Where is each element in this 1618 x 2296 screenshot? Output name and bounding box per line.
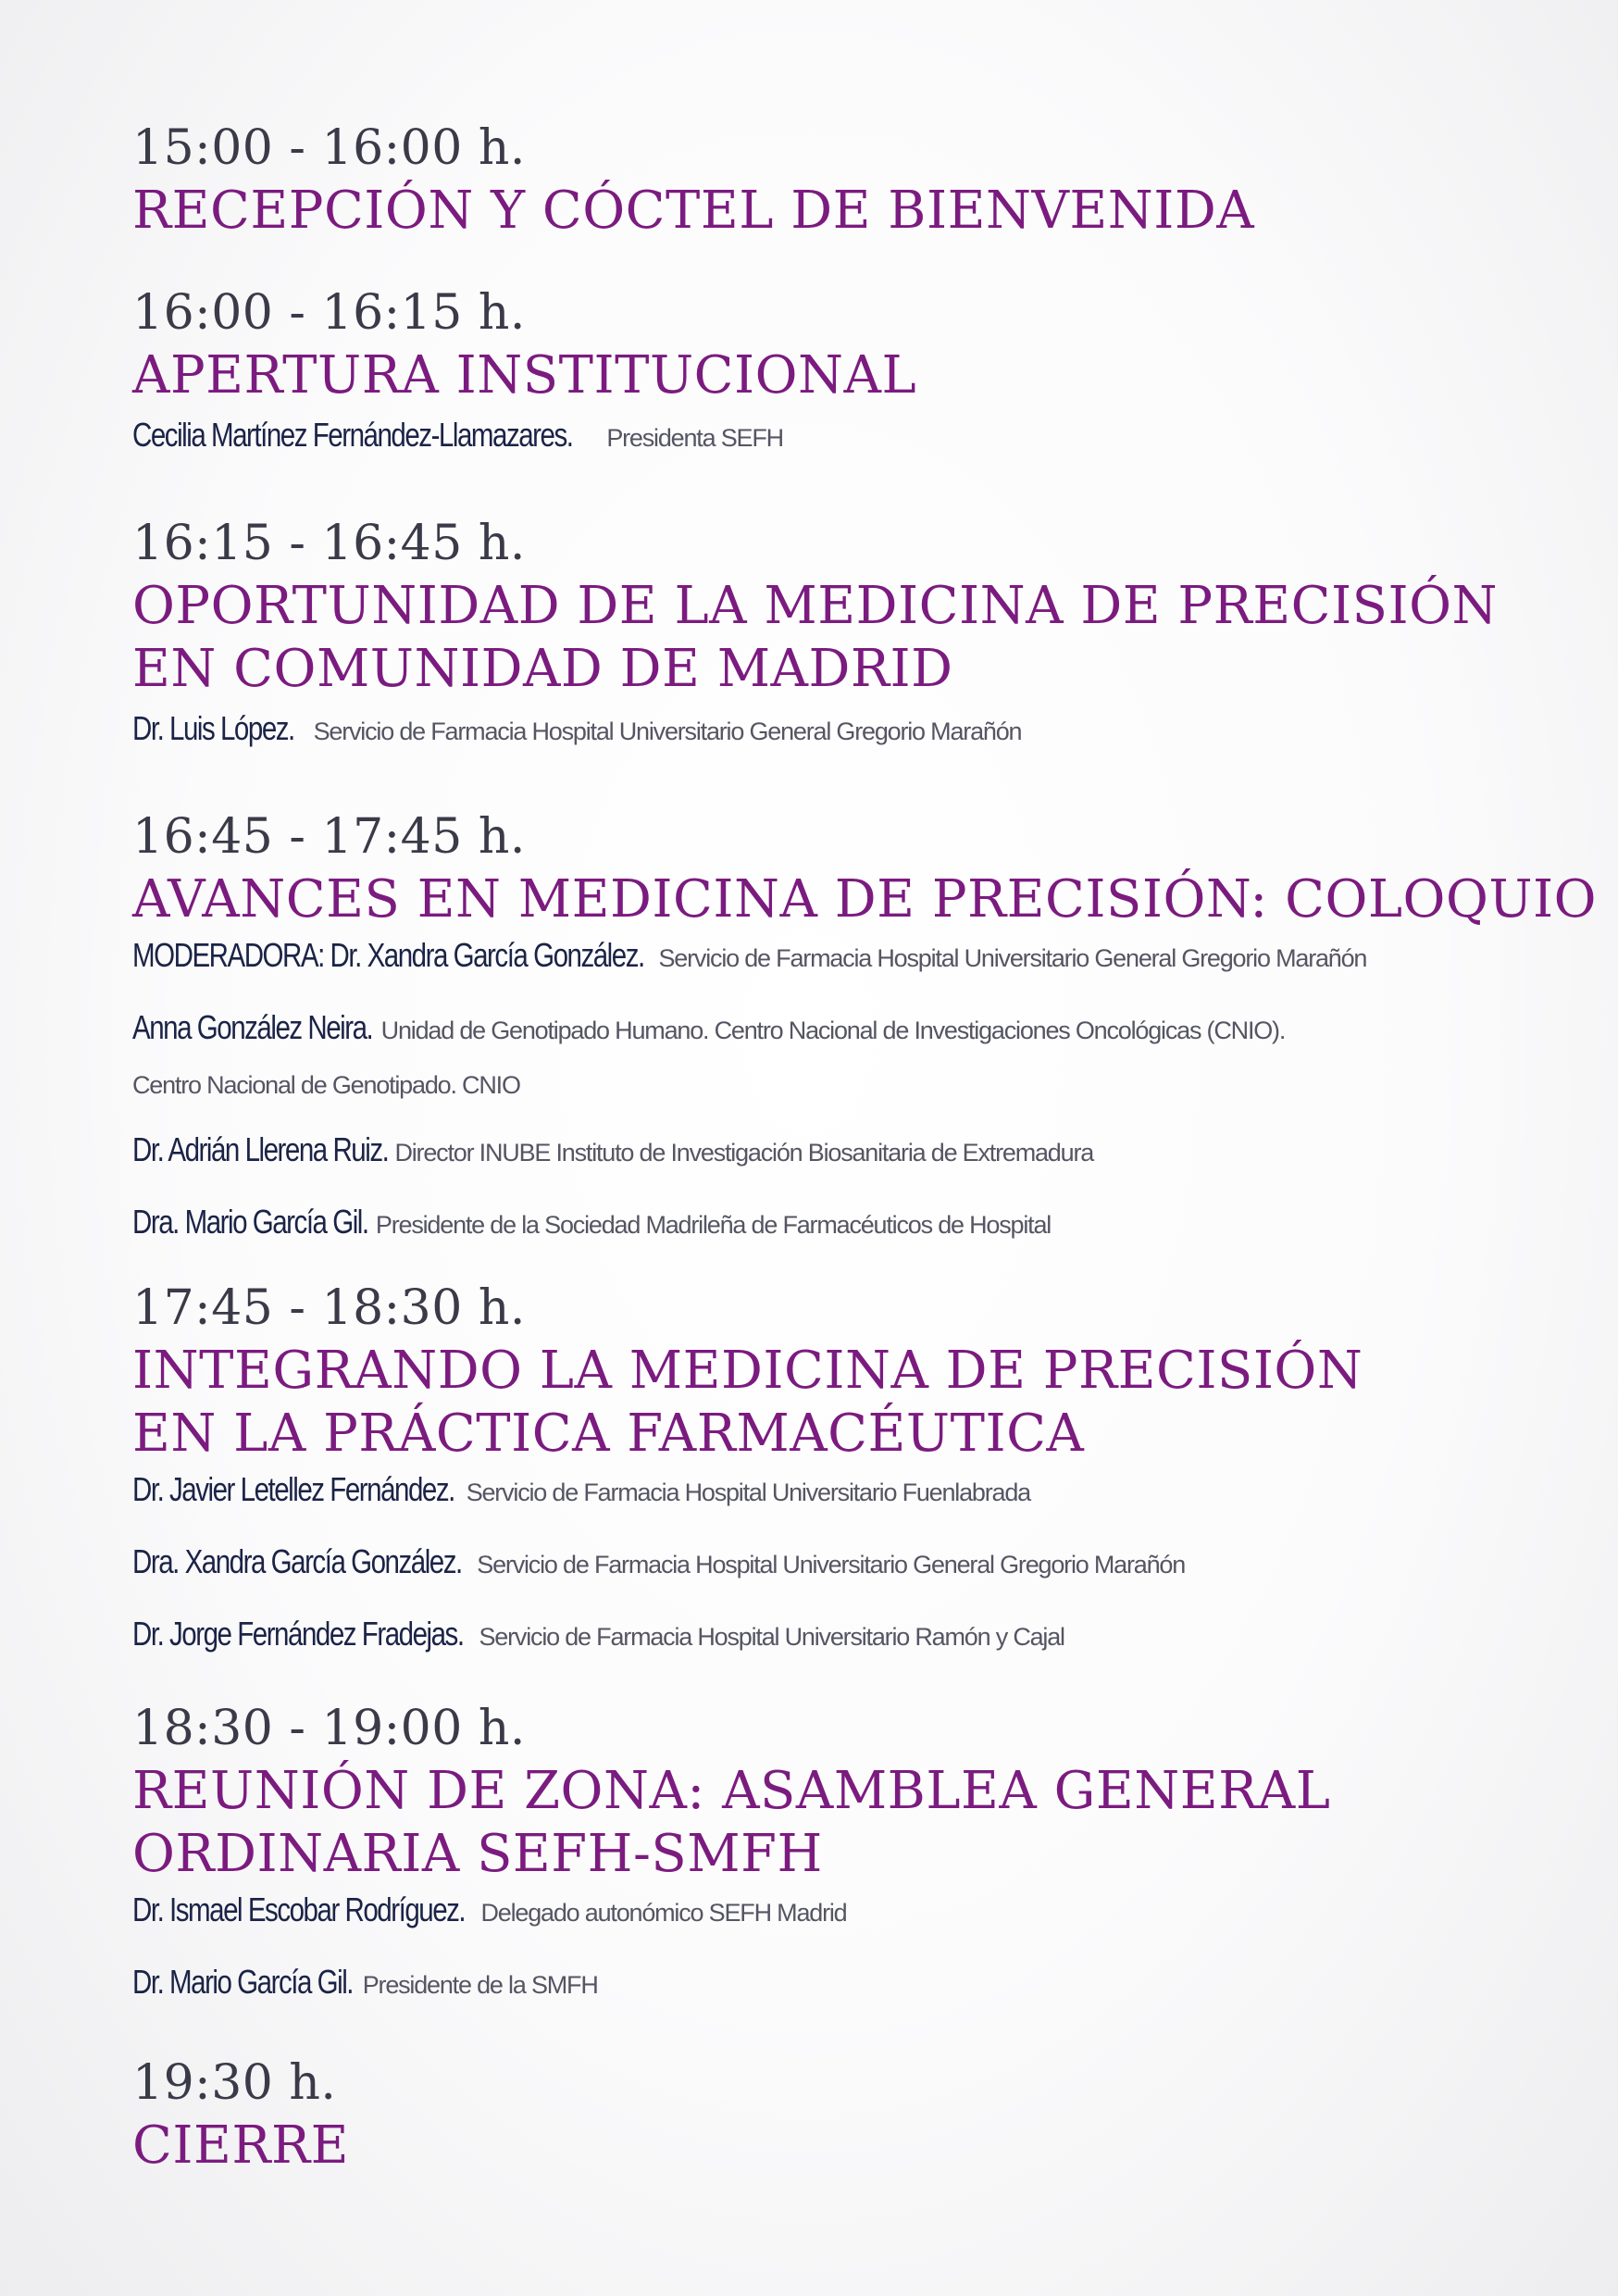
speaker-role: Director INUBE Instituto de Investigación Biosanitaria de Extremadura <box>394 1139 1094 1167</box>
speaker-line <box>132 1891 1576 1936</box>
speaker-line <box>132 1009 1576 1104</box>
session-time: 17:45 - 18:30 h. <box>132 1280 526 1336</box>
speaker-role: Servicio de Farmacia Hospital Universitario General Gregorio Marañón <box>313 718 1022 745</box>
session-block <box>132 281 1576 461</box>
session-time: 18:30 - 19:00 h. <box>132 1701 526 1756</box>
session-time: 16:45 - 17:45 h. <box>132 809 526 865</box>
speaker-name: Cecilia Martínez Fernández-Llamazares. <box>132 416 573 454</box>
session-block <box>132 512 1576 755</box>
session-block <box>132 117 1576 243</box>
session-time: 19:30 h. <box>132 2055 337 2111</box>
speaker-line <box>132 1616 1576 1660</box>
session-time: 15:00 - 16:00 h. <box>132 120 526 176</box>
speaker-name: Dr. Ismael Escobar Rodríguez. <box>132 1890 466 1928</box>
speaker-name: Dr. Jorge Fernández Fradejas. <box>132 1615 464 1653</box>
speaker-line <box>132 1471 1576 1516</box>
speaker-role: Unidad de Genotipado Humano. Centro Nacional de Investigaciones Oncológicas (CNIO). <box>380 1017 1286 1044</box>
speaker-role: Servicio de Farmacia Hospital Universitario General Gregorio Marañón <box>658 944 1367 972</box>
speaker-name: Dra. Mario García Gil. <box>132 1203 368 1241</box>
session-title-line-2: ORDINARIA SEFH-SMFH <box>132 1824 823 1884</box>
session-title: CIERRE <box>132 2115 350 2176</box>
speaker-name: Dr. Javier Letellez Fernández. <box>132 1470 454 1508</box>
speaker-line <box>132 1204 1576 1248</box>
speaker-line <box>132 1964 1576 2008</box>
speaker-role: Presidente de la Sociedad Madrileña de Farmacéuticos de Hospital <box>375 1211 1052 1239</box>
speaker-role: Servicio de Farmacia Hospital Universitario General Gregorio Marañón <box>477 1551 1186 1578</box>
speaker-role: Servicio de Farmacia Hospital Universitario Ramón y Cajal <box>479 1623 1064 1651</box>
speaker-name: Dr. Adrián Llerena Ruiz. <box>132 1130 389 1168</box>
speaker-line <box>132 710 1576 755</box>
session-title: REUNIÓN DE ZONA: ASAMBLEA GENERAL <box>132 1761 1331 1821</box>
session-title-line-2: EN COMUNIDAD DE MADRID <box>132 639 953 699</box>
session-block <box>132 1697 1576 2008</box>
session-title: OPORTUNIDAD DE LA MEDICINA DE PRECISIÓN <box>132 576 1499 636</box>
session-block <box>132 2052 1576 2177</box>
speaker-name: Dra. Xandra García González. <box>132 1542 462 1580</box>
speaker-name: Dr. Mario García Gil. <box>132 1963 354 2001</box>
session-time: 16:15 - 16:45 h. <box>132 516 526 571</box>
speaker-name: Anna González Neira. <box>132 1008 373 1046</box>
speaker-line <box>132 1543 1576 1588</box>
session-title-line-2: EN LA PRÁCTICA FARMACÉUTICA <box>132 1404 1085 1464</box>
speaker-name: Dr. Luis López. <box>132 709 294 747</box>
speaker-role: Presidenta SEFH <box>606 424 783 452</box>
speaker-role: Presidente de la SMFH <box>362 1971 598 1999</box>
session-title: AVANCES EN MEDICINA DE PRECISIÓN: COLOQUIO <box>132 869 1598 930</box>
speaker-name: MODERADORA: Dr. Xandra García González. <box>132 936 644 974</box>
speaker-role: Servicio de Farmacia Hospital Universitario Fuenlabrada <box>466 1479 1030 1506</box>
session-time: 16:00 - 16:15 h. <box>132 285 526 341</box>
session-title: RECEPCIÓN Y CÓCTEL DE BIENVENIDA <box>132 181 1255 241</box>
session-title: APERTURA INSTITUCIONAL <box>132 345 917 406</box>
speaker-role: Delegado autonómico SEFH Madrid <box>480 1899 847 1927</box>
speaker-line <box>132 1131 1576 1176</box>
speaker-role-continued: Centro Nacional de Genotipado. CNIO <box>132 1071 520 1099</box>
speaker-line <box>132 937 1576 981</box>
speaker-line <box>132 417 1576 461</box>
session-block <box>132 805 1598 1248</box>
session-block <box>132 1277 1576 1660</box>
session-title: INTEGRANDO LA MEDICINA DE PRECISIÓN <box>132 1341 1363 1401</box>
